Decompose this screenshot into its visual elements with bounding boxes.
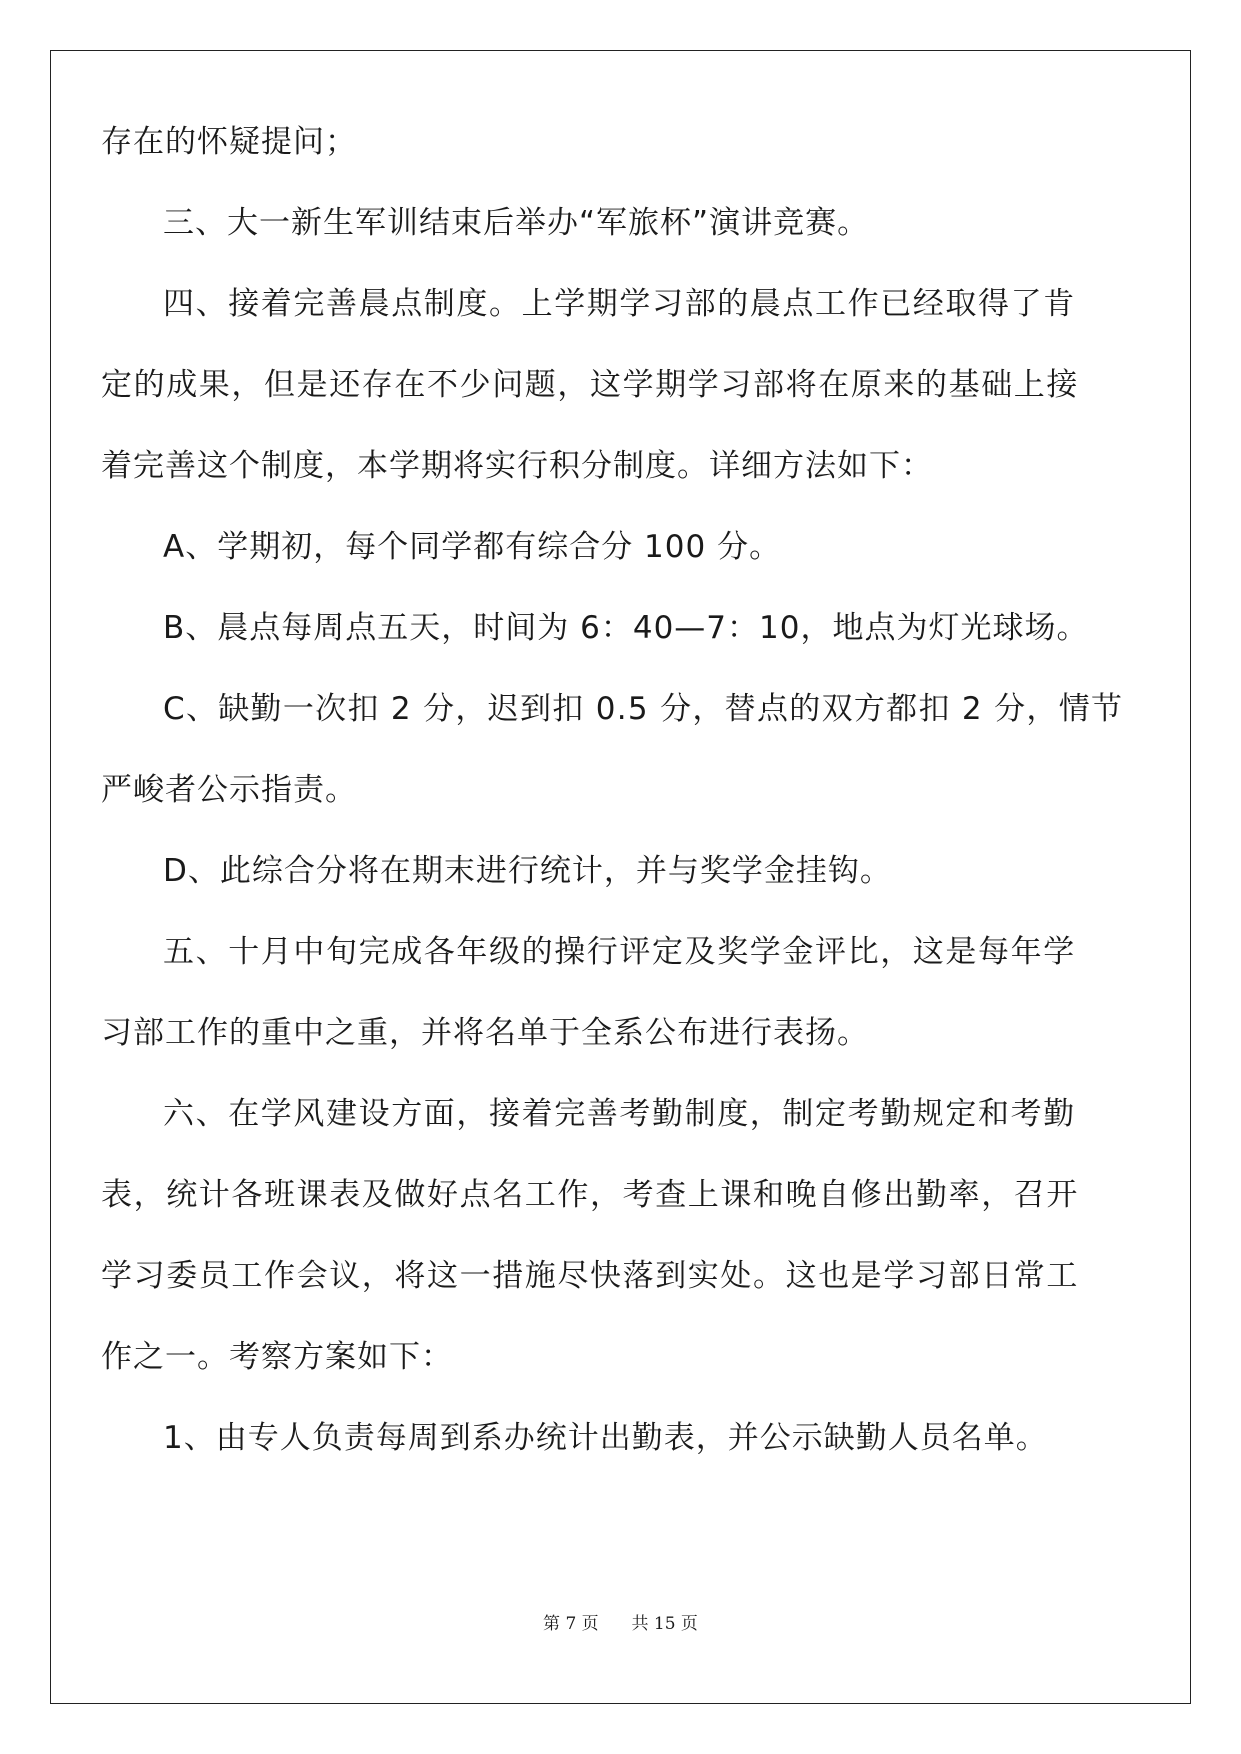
page-number: 第 7 页	[543, 1614, 599, 1634]
body-line-14: 表，统计各班课表及做好点名工作，考查上课和晚自修出勤率，召开	[101, 1177, 1079, 1213]
page-footer	[0, 1613, 1241, 1635]
body-line-17: 1、由专人负责每周到系办统计出勤表，并公示缺勤人员名单。	[163, 1420, 1048, 1456]
body-line-2: 三、大一新生军训结束后举办“军旅杯”演讲竞赛。	[163, 205, 870, 241]
body-line-1: 存在的怀疑提问；	[101, 124, 357, 160]
body-line-4: 定的成果，但是还存在不少问题，这学期学习部将在原来的基础上接	[101, 367, 1079, 403]
body-line-10: D、此综合分将在期末进行统计，并与奖学金挂钩。	[163, 853, 892, 889]
body-line-8: C、缺勤一次扣 2 分，迟到扣 0.5 分，替点的双方都扣 2 分，情节	[163, 691, 1124, 727]
page-total: 共 15 页	[631, 1614, 698, 1634]
body-line-16: 作之一。考察方案如下：	[101, 1339, 453, 1375]
body-line-13: 六、在学风建设方面，接着完善考勤制度，制定考勤规定和考勤	[163, 1096, 1076, 1132]
body-line-9: 严峻者公示指责。	[101, 772, 357, 808]
body-line-3: 四、接着完善晨点制度。上学期学习部的晨点工作已经取得了肯	[163, 286, 1076, 322]
body-line-11: 五、十月中旬完成各年级的操行评定及奖学金评比，这是每年学	[163, 934, 1076, 970]
body-line-5: 着完善这个制度，本学期将实行积分制度。详细方法如下：	[101, 448, 933, 484]
body-line-15: 学习委员工作会议，将这一措施尽快落到实处。这也是学习部日常工	[101, 1258, 1079, 1294]
body-line-12: 习部工作的重中之重，并将名单于全系公布进行表扬。	[101, 1015, 869, 1051]
body-line-6: A、学期初，每个同学都有综合分 100 分。	[163, 529, 782, 565]
body-line-7: B、晨点每周点五天，时间为 6：40—7：10，地点为灯光球场。	[163, 610, 1089, 646]
